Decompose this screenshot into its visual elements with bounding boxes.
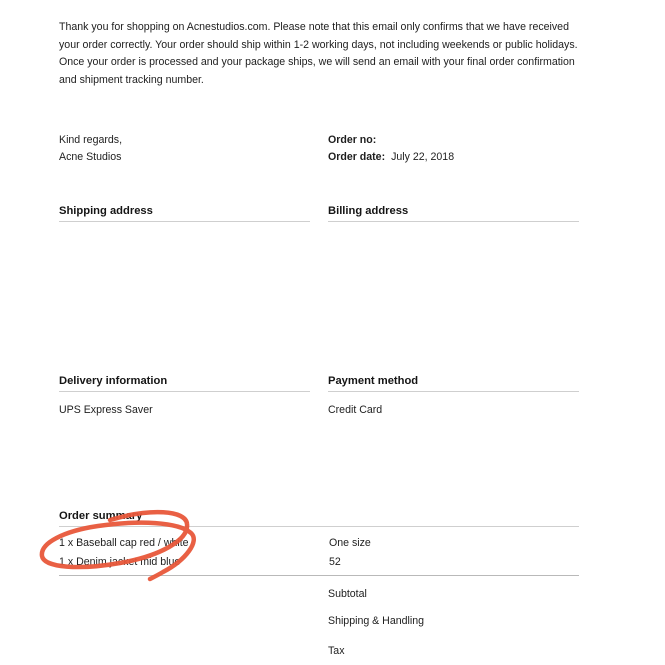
payment-method-value: Credit Card (328, 404, 383, 416)
order-item-description: 1 x Baseball cap red / white (59, 537, 189, 549)
order-no-label: Order no: (328, 134, 377, 146)
order-date-label: Order date: (328, 151, 386, 163)
delivery-information-heading: Delivery information (59, 375, 168, 387)
billing-address-heading: Billing address (328, 205, 409, 217)
company-name: Acne Studios (59, 151, 122, 163)
order-date-row (328, 151, 454, 163)
payment-method-heading: Payment method (328, 375, 419, 387)
order-item-size: One size (329, 537, 371, 549)
shipping-address-divider (59, 221, 310, 222)
delivery-information-divider (59, 391, 310, 392)
order-date-value: July 22, 2018 (391, 151, 455, 163)
order-item-size: 52 (329, 556, 341, 568)
subtotal-label: Subtotal (328, 588, 367, 600)
order-summary-heading: Order summary (59, 510, 143, 522)
billing-address-divider (328, 221, 579, 222)
intro-paragraph: Thank you for shopping on Acnestudios.com. Please note that this email only confirms that we have received your order correctly. Your order should ship within 1-2 working days, not including weekends or public holidays. Once your order is processed and your package ships, we will send an email with your final order confirmation and shipment tracking number. (59, 21, 578, 86)
shipping-address-heading: Shipping address (59, 205, 153, 217)
delivery-method-value: UPS Express Saver (59, 404, 153, 416)
order-items-divider (59, 575, 579, 576)
tax-label: Tax (328, 645, 345, 657)
order-item-description: 1 x Denim jacket mid blue (59, 556, 181, 568)
shipping-handling-label: Shipping & Handling (328, 615, 425, 627)
payment-method-divider (328, 391, 579, 392)
order-summary-divider (59, 526, 579, 527)
regards-text: Kind regards, (59, 134, 123, 146)
